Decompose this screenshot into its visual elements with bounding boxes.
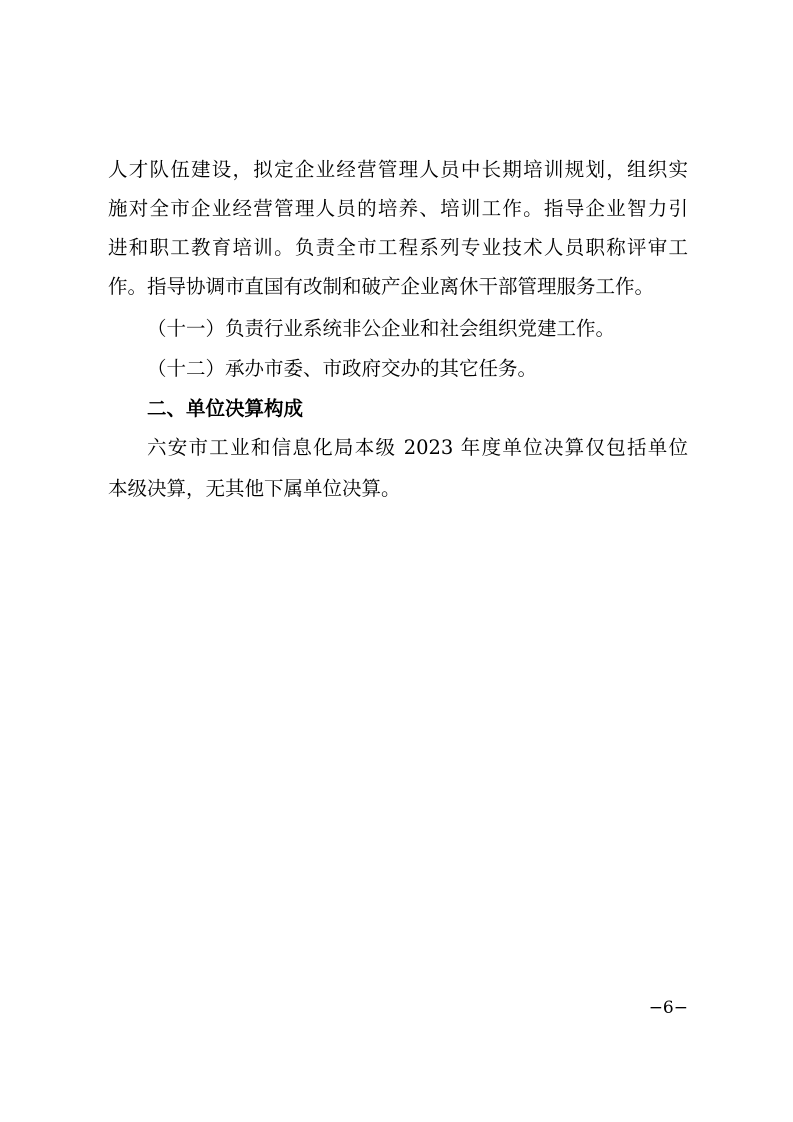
body-text-line-3: 进和职工教育培训。负责全市工程系列专业技术人员职称评审工	[108, 236, 688, 259]
body-text-line-1: 人才队伍建设，拟定企业经营管理人员中长期培训规划，组织实	[108, 158, 688, 181]
section-heading: 二、单位决算构成	[147, 397, 304, 420]
list-item-12: （十二）承办市委、市政府交办的其它任务。	[147, 357, 538, 380]
body-text-line-4: 作。指导协调市直国有改制和破产企业离休干部管理服务工作。	[108, 275, 655, 298]
body-text-line-2: 施对全市企业经营管理人员的培养、培训工作。指导企业智力引	[108, 197, 688, 220]
list-item-11: （十一）负责行业系统非公企业和社会组织党建工作。	[147, 317, 616, 340]
section-body-line-2: 本级决算，无其他下属单位决算。	[108, 477, 401, 500]
page-number: −6−	[648, 998, 688, 1018]
section-body-line-1: 六安市工业和信息化局本级 2023 年度单位决算仅包括单位	[147, 436, 688, 459]
